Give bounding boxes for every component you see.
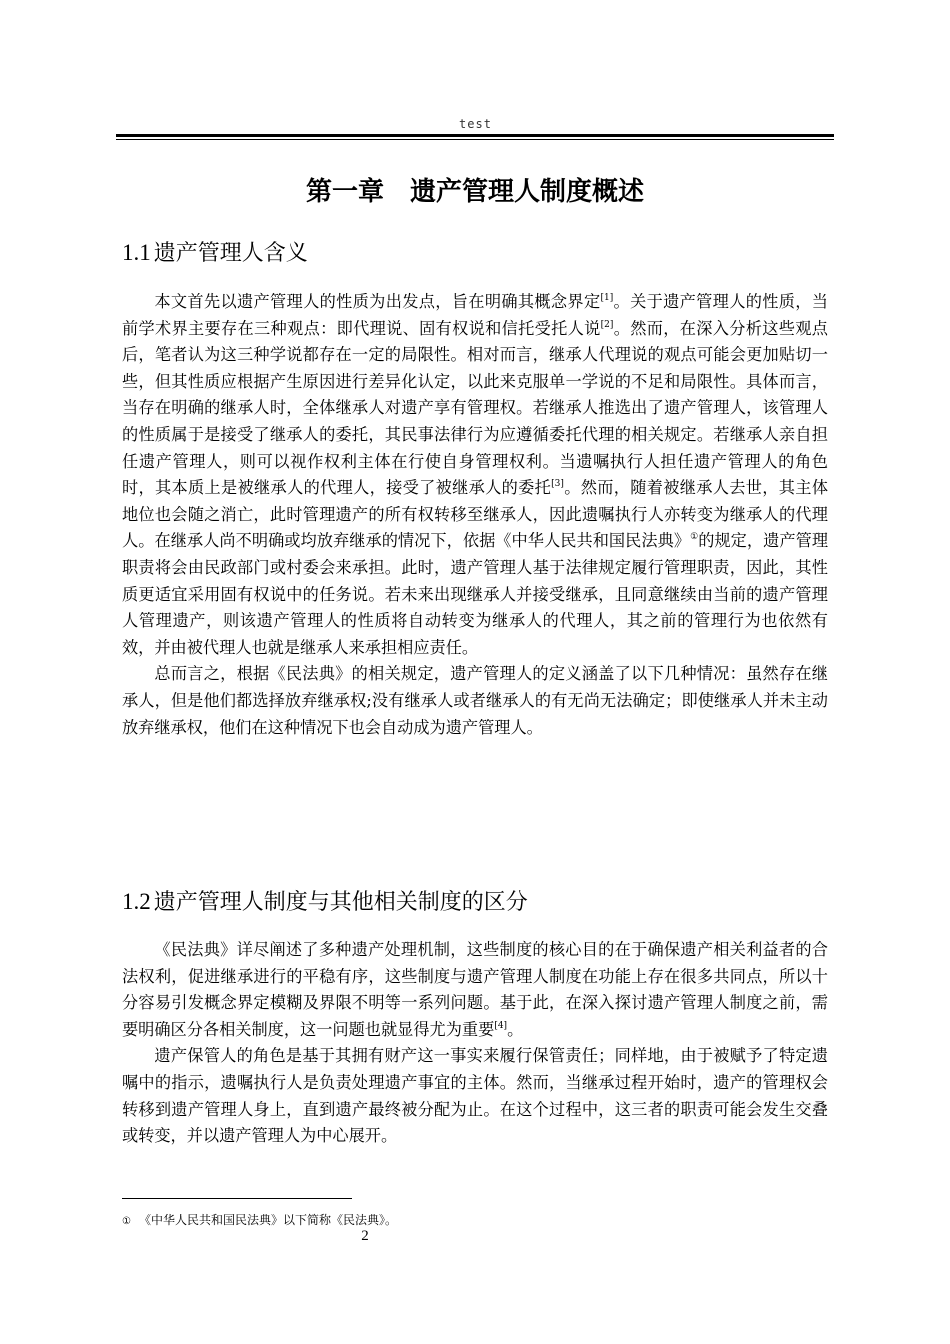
- section-title: 遗产管理人含义: [153, 241, 308, 266]
- paragraph: [122, 937, 828, 1043]
- footnote-mark: ①: [122, 1216, 131, 1227]
- paragraph: 遗产保管人的角色是基于其拥有财产这一事实来履行保管责任；同样地，由于被赋予了特定遗嘱中的指示，遗嘱执行人是负责处理遗产事宜的主体。然而，当继承过程开始时，遗产的管理权会转移到遗产管理人身上，直到遗产最终被分配为止。在这个过程中，这三者的职责可能会发生交叠或转变，并以遗产管理人为中心展开。: [122, 1046, 828, 1146]
- text-run: 。关于遗产管理人的性质，当前学术界主要存在三种观点：即代理说、固有权说和信托受托人说: [122, 292, 828, 338]
- section-number: 1.1: [122, 240, 151, 265]
- citation-ref: [3]: [551, 479, 564, 490]
- section-heading-1-1: [122, 236, 308, 267]
- footnote-text: 《中华人民共和国民法典》以下简称《民法典》。: [138, 1213, 397, 1227]
- header-rule-thin: [116, 139, 834, 140]
- text-run: 。: [507, 1019, 524, 1039]
- section-heading-1-2: [122, 885, 528, 916]
- section-title: 遗产管理人制度与其他相关制度的区分: [153, 890, 528, 915]
- citation-ref: [2]: [600, 319, 614, 330]
- section-number: 1.2: [122, 889, 151, 914]
- paragraph: 总而言之，根据《民法典》的相关规定，遗产管理人的定义涵盖了以下几种情况：虽然存在继承人，但是他们都选择放弃继承权;没有继承人或者继承人的有无尚无法确定；即使继承人并未主动放弃继承权，他们在这种情况下也会自动成为遗产管理人。: [122, 664, 828, 737]
- text-run: 。然而，随着被继承人去世，其主体地位也会随之消亡，此时管理遗产的所有权转移至继承人，因此遗嘱执行人亦转变为继承人的代理人。在继承人尚不明确或均放弃继承的情况下，依据《中华人民共和国民法典》: [122, 478, 829, 551]
- page-number: 2: [361, 1228, 369, 1244]
- text-run: 。然而，在深入分析这些观点后，笔者认为这三种学说都存在一定的局限性。相对而言，继承人代理说的观点可能会更加贴切一些，但其性质应根据产生原因进行差异化认定，以此来克服单一学说的不足和局限性。具体而言，当存在明确的继承人时，全体继承人对遗产享有管理权。若继承人推选出了遗产管理人，该管理人的性质属于是接受了继承人的委托，其民事法律行为应遵循委托代理的相关规定。若继承人亲自担任遗产管理人，则可以视作权利主体在行使自身管理权利。当遗嘱执行人担任遗产管理人的角色时，其本质上是被继承人的代理人，接受了被继承人的委托: [122, 318, 828, 498]
- running-header: test: [459, 117, 492, 131]
- text-run: 本文首先以遗产管理人的性质为出发点，旨在明确其概念界定: [154, 292, 601, 311]
- footnote-ref: ①: [690, 532, 699, 543]
- footnote-separator: [122, 1198, 352, 1199]
- chapter-title: 第一章 遗产管理人制度概述: [305, 177, 644, 207]
- text-run: 的规定，遗产管理职责将会由民政部门或村委会来承担。此时，遗产管理人基于法律规定履行管理职责，因此，其性质更适宜采用固有权说中的任务说。若未来出现继承人并接受继承，且同意继续由当前的遗产管理人管理遗产，则该遗产管理人的性质将自动转变为继承人的代理人，其之前的管理行为也依然有效，并由被代理人也就是继承人来承担相应责任。: [122, 531, 829, 657]
- section-1-2-body: [122, 937, 828, 1150]
- citation-ref: [4]: [494, 1020, 508, 1031]
- paragraph: [122, 289, 828, 661]
- text-run: 《民法典》详尽阐述了多种遗产处理机制，这些制度的核心目的在于确保遗产相关利益者的合法权利，促进继承进行的平稳有序，这些制度与遗产管理人制度在功能上存在很多共同点，所以十分容易引发概念界定模糊及界限不明等一系列问题。基于此，在深入探讨遗产管理人制度之前，需要明确区分各相关制度，这一问题也就显得尤为重要: [122, 940, 828, 1039]
- citation-ref: [1]: [600, 293, 614, 303]
- footnote: [122, 1211, 397, 1228]
- section-1-1-body: [122, 289, 828, 741]
- header-rule-thick: [116, 134, 834, 137]
